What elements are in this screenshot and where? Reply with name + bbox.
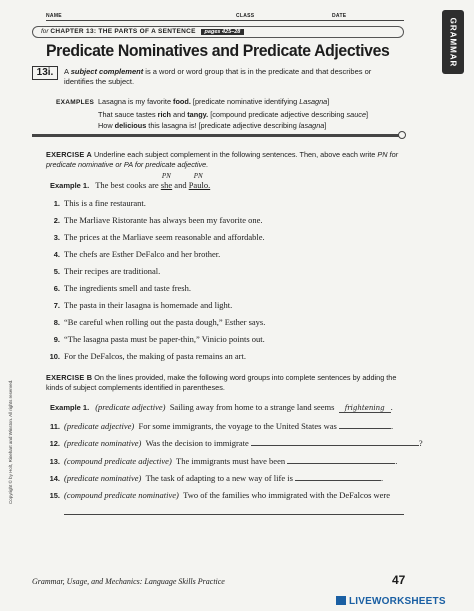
example-line-2 bbox=[56, 109, 368, 121]
chapter-title: CHAPTER 13: THE PARTS OF A SENTENCE bbox=[50, 28, 196, 35]
item-end: . bbox=[395, 456, 398, 466]
item-number: 8. bbox=[53, 318, 60, 327]
exercise-a-item bbox=[46, 266, 406, 276]
page-number: 47 bbox=[392, 573, 406, 587]
item-text: This is a fine restaurant. bbox=[64, 198, 146, 208]
exercise-a-item bbox=[46, 232, 406, 242]
item-number: 14. bbox=[49, 474, 60, 483]
exercise-b-item bbox=[46, 438, 423, 448]
rule-box bbox=[32, 64, 406, 138]
item-text: “Be careful when rolling out the pasta dough,” Esther says. bbox=[64, 317, 266, 327]
exercise-b-item bbox=[46, 473, 406, 483]
chapter-pages: pages 425–28 bbox=[201, 29, 245, 35]
ex3-note-it: lasagna bbox=[298, 121, 325, 130]
exercise-a-item bbox=[46, 283, 406, 293]
example-mark-1: PN bbox=[161, 172, 171, 180]
page-title: Predicate Nominatives and Predicate Adjectives bbox=[46, 41, 390, 60]
ex2-note-post: ] bbox=[366, 109, 369, 119]
answer-blank[interactable] bbox=[287, 456, 398, 466]
exercise-b-instr: On the lines provided, make the following word groups into complete sentences by adding the kinds of subject complements identified in parentheses. bbox=[46, 373, 397, 392]
answer-blank[interactable] bbox=[251, 438, 419, 446]
exercise-b-example-type: (predicate adjective) bbox=[95, 402, 166, 412]
example-word-1: she bbox=[160, 180, 173, 190]
item-type: (compound predicate nominative) bbox=[64, 490, 179, 500]
item-number: 11. bbox=[49, 422, 60, 431]
header-rule bbox=[46, 20, 404, 21]
date-label: DATE bbox=[332, 13, 347, 19]
exercise-a-example-and: and bbox=[172, 180, 189, 190]
item-number: 1. bbox=[53, 199, 60, 208]
item-text: The pasta in their lasagna is homemade and light. bbox=[64, 300, 233, 310]
ex2-and: and bbox=[171, 109, 188, 119]
exercise-a-item bbox=[46, 334, 406, 344]
ex2-pre: That sauce tastes bbox=[98, 109, 158, 119]
item-number: 6. bbox=[53, 284, 60, 293]
item-number: 15. bbox=[49, 491, 60, 500]
liveworksheets-watermark bbox=[336, 596, 446, 607]
item-type: (predicate nominative) bbox=[64, 473, 142, 483]
item-text: The immigrants must have been bbox=[176, 456, 286, 466]
item-number: 12. bbox=[49, 439, 60, 448]
exercise-a-pa: PA bbox=[123, 160, 133, 169]
exercise-a-item bbox=[46, 215, 406, 225]
ex2-bold2: tangy. bbox=[187, 109, 209, 119]
ex2-bold1: rich bbox=[157, 109, 172, 119]
exercise-b-example-answer: frightening bbox=[339, 404, 391, 413]
exercise-a-instr-mid: for predicate nominative or bbox=[46, 150, 399, 169]
chapter-banner bbox=[32, 26, 404, 38]
item-type: (predicate adjective) bbox=[64, 421, 135, 431]
item-type: (predicate nominative) bbox=[64, 438, 142, 448]
item-text: Their recipes are traditional. bbox=[64, 266, 161, 276]
exercise-a-instructions bbox=[46, 150, 406, 170]
example-mark-2: PN bbox=[193, 172, 203, 180]
page-footer: Grammar, Usage, and Mechanics: Language Skills Practice bbox=[32, 577, 225, 586]
exercise-a-item bbox=[46, 351, 406, 361]
item-end: ? bbox=[418, 438, 423, 448]
exercise-a-item bbox=[46, 198, 406, 208]
item-text: For the DeFalcos, the making of pasta remains an art. bbox=[64, 351, 246, 361]
exercise-b-item bbox=[46, 421, 406, 431]
exercise-a-item bbox=[46, 300, 406, 310]
liveworksheets-logo-icon bbox=[336, 596, 346, 605]
watermark-text: LIVEWORKSHEETS bbox=[349, 596, 446, 607]
exercise-b-example bbox=[50, 402, 393, 413]
copyright-notice: Copyright © by Holt, Rinehart and Winston. All rights reserved. bbox=[8, 379, 13, 504]
item-text: “The lasagna pasta must be paper-thin,” Vinicio points out. bbox=[64, 334, 265, 344]
side-tab-label: GRAMMAR bbox=[448, 17, 458, 67]
item-number: 4. bbox=[53, 250, 60, 259]
item-text: The prices at the Marliave seem reasonable and affordable. bbox=[64, 232, 265, 242]
exercise-b-item bbox=[46, 456, 406, 466]
ex3-note-post: ] bbox=[324, 121, 327, 130]
exercise-b-instructions bbox=[46, 373, 406, 393]
class-label: CLASS bbox=[236, 13, 255, 19]
ex3-post: this lasagna is! [predicate adjective describing bbox=[146, 121, 299, 130]
item-number: 5. bbox=[53, 267, 60, 276]
rule-text-post: is a word or word group that is in the predicate and that describes or identifies the subject. bbox=[64, 67, 372, 86]
grammar-side-tab bbox=[442, 10, 464, 74]
exercise-a-item bbox=[46, 249, 406, 259]
rule-text bbox=[64, 67, 400, 87]
exercise-b-item bbox=[46, 490, 406, 500]
exercise-b-example-text: Sailing away from home to a strange land seems bbox=[169, 402, 335, 412]
example-word-2: Paulo. bbox=[188, 180, 211, 190]
exercise-b-example-end: . bbox=[390, 402, 393, 412]
item-text: The ingredients smell and taste fresh. bbox=[64, 283, 191, 293]
item-text: For some immigrants, the voyage to the United States was bbox=[138, 421, 337, 431]
chapter-for: for bbox=[41, 28, 49, 35]
exercise-a-example bbox=[50, 172, 211, 190]
ex1-note-it: Lasagna bbox=[299, 97, 328, 106]
answer-blank[interactable] bbox=[64, 514, 404, 515]
item-text: Was the decision to immigrate bbox=[145, 438, 249, 448]
exercise-a-instr-post: for predicate adjective. bbox=[132, 160, 209, 169]
rule-divider-end-dot bbox=[398, 131, 406, 139]
item-text: The task of adapting to a new way of life is bbox=[145, 473, 293, 483]
name-label: NAME bbox=[46, 13, 62, 19]
example-line-3 bbox=[56, 120, 368, 132]
ex1-pre: Lasagna is my favorite bbox=[98, 97, 174, 106]
item-end: . bbox=[381, 473, 384, 483]
example-line-1 bbox=[56, 96, 368, 109]
item-text: Two of the families who immigrated with the DeFalcos were bbox=[183, 490, 391, 500]
item-number: 7. bbox=[53, 301, 60, 310]
ex2-note-it: sauce bbox=[346, 109, 367, 119]
rule-divider bbox=[32, 134, 402, 137]
examples-label: EXAMPLES bbox=[56, 99, 95, 106]
ex1-bold: food. bbox=[173, 97, 191, 106]
item-number: 10. bbox=[49, 352, 60, 361]
item-number: 13. bbox=[49, 457, 60, 466]
item-end: . bbox=[390, 421, 394, 431]
rule-term: subject complement bbox=[70, 67, 144, 76]
exercise-a-pn: PN bbox=[377, 150, 388, 159]
exercise-b-example-label: Example 1. bbox=[50, 403, 90, 412]
ex3-bold: delicious bbox=[114, 121, 147, 130]
ex2-note-pre: [compound predicate adjective describing bbox=[208, 109, 347, 119]
ex3-pre: How bbox=[98, 121, 115, 130]
exercise-b-label: EXERCISE B bbox=[46, 373, 93, 382]
item-text: The Marliave Ristorante has always been my favorite one. bbox=[64, 215, 263, 225]
ex1-note-post: ] bbox=[327, 97, 330, 106]
exercise-a-example-pre: The best cooks are bbox=[95, 180, 161, 190]
rule-label: 13i. bbox=[32, 66, 58, 80]
exercise-a-instr-pre: Underline each subject complement in the following sentences. Then, above each write bbox=[93, 150, 378, 159]
answer-blank[interactable] bbox=[295, 473, 384, 483]
rule-text-pre: A bbox=[64, 67, 71, 76]
exercise-a-label: EXERCISE A bbox=[46, 150, 92, 159]
ex1-note-pre: [predicate nominative identifying bbox=[190, 97, 300, 106]
item-number: 3. bbox=[53, 233, 60, 242]
exercise-a-item bbox=[46, 317, 406, 327]
exercise-a-example-label: Example 1. bbox=[50, 181, 90, 190]
item-type: (compound predicate adjective) bbox=[64, 456, 172, 466]
answer-blank[interactable] bbox=[339, 421, 394, 431]
rule-examples bbox=[56, 96, 368, 132]
item-text: The chefs are Esther DeFalco and her brother. bbox=[64, 249, 221, 259]
item-number: 2. bbox=[53, 216, 60, 225]
item-number: 9. bbox=[53, 335, 60, 344]
